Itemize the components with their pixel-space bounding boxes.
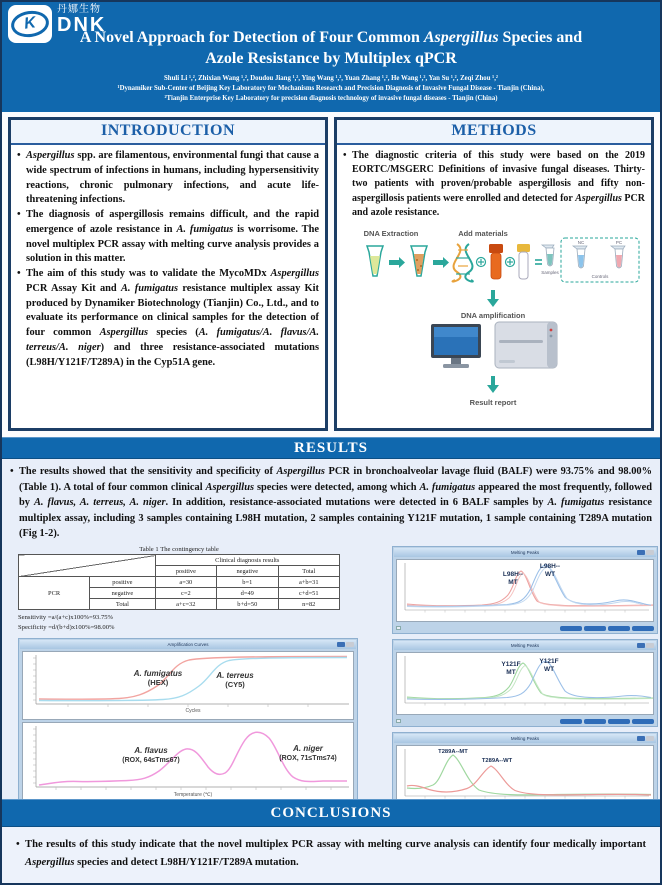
dna-helix-icon [452, 244, 472, 282]
table-header-total: Total [278, 566, 339, 577]
table-cell: c+d=51 [278, 588, 339, 599]
conclusions-section [2, 827, 660, 883]
arrow-icon [433, 257, 449, 268]
arrow-icon [389, 257, 405, 268]
results-right-column [370, 546, 658, 835]
header [2, 2, 660, 112]
computer-monitor-icon [431, 324, 481, 368]
fig2-window-title: Melting Peaks [510, 736, 540, 742]
logo-dnk-text: DNK [57, 14, 107, 36]
methods-section [334, 117, 654, 431]
window-button-icon [646, 736, 654, 741]
dnk-logo [8, 5, 106, 43]
table-header-negative: negative [217, 566, 278, 577]
toolbar-button [584, 719, 606, 724]
pc-tube-icon [611, 246, 625, 268]
y121f-mt-label-line2: MT [506, 669, 516, 677]
t289a-mt-curve [407, 755, 651, 795]
y121f-mt-label-line1: Y121F [501, 661, 521, 669]
introduction-bullet-2: • The diagnosis of aspergillosis remains difficult, and the rapid emergence of azole resistance in A. fumigatus is worrisome. The novel multiplex PCR assay with melting curve analysis provides a solution in this matter. [17, 208, 319, 267]
title-line2: Azole Resistance by Multiplex qPCR [205, 49, 457, 67]
introduction-bullet-1: • Aspergillus spp. are filamentous, environmental fungi that cause a wide spectrum of infections in humans, including hypersensitivity reactions, chronic pulmonary infections, and acute life-threatening infections. [17, 149, 319, 208]
controls-box [561, 238, 639, 282]
results-paragraph: • The results showed that the sensitivity and specificity of Aspergillus PCR in bronchoalveolar lavage fluid (BALF) were 93.75% and 98.00% (Table 1). A total of four common clinical Aspergillus species were detected, among which A. fumigatus appeared the most frequently, followed by A. flavus, A. terreus, A. niger. In addition, resistance-associated mutations were detected in 6 BALF samples by A. fumigatus resistance multiplex assay, including 3 samples containing L98H mutation, 2 samples containing Y121F mutation, 1 sample containing T289A mutation (Fig 1-2). [10, 464, 652, 542]
window-button-icon [337, 642, 345, 647]
table-row-label: positive [90, 577, 155, 588]
title-line1: A Novel Approach for Detection of Four Common Aspergillus Species and [79, 29, 583, 46]
y121f-wt-label-line2: WT [543, 666, 555, 674]
workflow-label-dna-amplification: DNA amplification [460, 310, 526, 320]
flavus-dye-label: (ROX, 64≤Tm≤67) [122, 756, 180, 764]
table-cell: n=82 [278, 599, 339, 610]
affiliation-2: ²Tianjin Enterprise Key Laboratory for precision diagnosis technology of invasive fungal diseases - Tianjin (China) [164, 94, 498, 102]
conclusions-bullet: • The results of this study indicate that the novel multiplex PCR assay with melting curve analysis can identify four medically important Aspergillus species and detect L98H/Y121F/T289A mutation. [16, 836, 646, 872]
workflow-label-nc: NC [577, 239, 585, 245]
introduction-heading: INTRODUCTION [11, 120, 325, 145]
terreus-dye-label: (CY5) [225, 679, 245, 689]
table-row-label: negative [90, 588, 155, 599]
table-cell: b+d=50 [217, 599, 278, 610]
toolbar-button [608, 626, 630, 631]
t289a-mt-label: T289A--MT [438, 749, 468, 756]
x-axis-ticks [68, 704, 308, 707]
plus-icon [506, 257, 515, 266]
y-axis-ticks [33, 658, 36, 700]
l98h-wt-label-line1: L98H-- [539, 563, 561, 571]
samples-tube-icon [542, 245, 554, 266]
introduction-section [8, 117, 328, 431]
fumigatus-dye-label: (HEX) [147, 677, 169, 687]
y121f-mt-curve-replicate [407, 666, 653, 700]
qpcr-machine-icon [495, 322, 557, 368]
fig2-window-title: Melting Peaks [510, 643, 540, 649]
fig1-amplification-plot [22, 651, 354, 720]
l98h-wt-curve-replicate [407, 567, 643, 607]
down-arrow-icon [487, 290, 499, 307]
results-left-column [10, 546, 370, 835]
table-cell: d=49 [217, 588, 278, 599]
terreus-label: A. terreus [216, 670, 254, 680]
methods-bullet: • The diagnostic criteria of this study were based on the 2019 EORTC/MSGERC Definitions of invasive fungal diseases. Thirty-two patients with proven/probable aspergillosis and fifty non-aspergillosis patients were enrolled and detected for Aspergillus PCR and azole resistance. [343, 149, 645, 220]
fig2-window-l98h [392, 546, 658, 634]
y121f-wt-curve [407, 661, 651, 699]
toolbar-button [632, 626, 654, 631]
affiliation-1: ¹Dynamiker Sub-Center of Beijing Key Laboratory for Mechanisms Research and Precision Diagnosis of Invasive Fungal Disease - Tianjin (China), [117, 84, 545, 92]
workflow-label-result-report: Result report [469, 397, 517, 407]
table-diagonal-cell [19, 555, 156, 577]
table-row-label: Total [90, 599, 155, 610]
conclusions-heading: CONCLUSIONS [2, 799, 660, 827]
fig1-melt-plot [22, 722, 354, 805]
specificity-note: Specificity =d/(b+d)x100%=98.00% [18, 623, 115, 631]
y121f-melting-plot [396, 652, 654, 715]
table-cell: c=2 [155, 588, 216, 599]
workflow-label-samples: Samples [541, 269, 559, 275]
window-button-icon [646, 550, 654, 555]
table-title: Table 1 The contingency table [139, 546, 219, 554]
cycles-axis-label: Cycles [185, 707, 201, 714]
results-heading: RESULTS [2, 437, 660, 459]
fig1-window-title: Amplification Curves [167, 641, 209, 647]
introduction-bullet-3: • The aim of this study was to validate the MycoMDx Aspergillus PCR Assay Kit and A. fumigatus resistance multiplex assay Kit produced by Dynamiker Biotechnology (Tianjin) Co., Ltd., and to evaluate its performance on clinical samples for the detection of four common Aspergillus species (A. fumigatus/A. flavus/A. terreus/A. niger) and three resistance-associated mutations (L98H/Y121F/T289A) in the Cyp51A gene. [17, 267, 319, 370]
x-axis-ticks [425, 703, 625, 706]
table-cell: a=30 [155, 577, 216, 588]
sample-tube-icon [367, 246, 383, 276]
toolbar-button [632, 719, 654, 724]
plus-icon [477, 257, 486, 266]
workflow-label-dna-extraction: DNA Extraction [363, 228, 419, 238]
fig1-window [18, 638, 358, 809]
checkbox-icon [396, 719, 401, 723]
y121f-wt-label-line1: Y121F [539, 658, 559, 666]
top-columns [2, 112, 660, 437]
table-col-group: Clinical diagnosis results [155, 555, 339, 566]
toolbar-button [560, 719, 582, 724]
equals-icon [535, 260, 542, 264]
enzyme-tube-icon [517, 244, 530, 279]
table-cell: a+c=32 [155, 599, 216, 610]
toolbar-button [584, 626, 606, 631]
sensitivity-note: Sensitivity =a/(a+c)x100%=93.75% [18, 614, 114, 622]
window-button-icon [637, 550, 645, 555]
toolbar-button [560, 626, 582, 631]
fig2-window-y121f [392, 639, 658, 727]
table-header-positive: positive [155, 566, 216, 577]
dnk-logo-icon: K [9, 8, 50, 39]
niger-dye-label: (ROX, 71≤Tm≤74) [279, 754, 337, 762]
fumigatus-label: A. fumigatus [133, 668, 183, 678]
toolbar-button [608, 719, 630, 724]
workflow-diagram [343, 224, 645, 422]
x-axis-ticks [56, 787, 331, 790]
x-axis-ticks [425, 610, 625, 613]
window-button-icon [646, 643, 654, 648]
t289a-wt-label: T289A--WT [481, 758, 513, 765]
reagent-tube-icon [489, 244, 503, 279]
table-cell: b=1 [217, 577, 278, 588]
niger-label: A. niger [293, 743, 323, 753]
workflow-label-controls: Controls [591, 273, 609, 279]
fig2-window-title: Melting Peaks [510, 550, 540, 556]
table-row-group-pcr: PCR [19, 577, 90, 610]
y121f-mt-curve [407, 663, 653, 699]
window-button-icon [637, 643, 645, 648]
l98h-mt-label-line2: MT [508, 579, 518, 587]
nc-tube-icon [573, 246, 587, 268]
checkbox-icon [396, 626, 401, 630]
l98h-wt-label-line2: WT [544, 571, 556, 579]
l98h-melting-plot [396, 559, 654, 622]
results-section [2, 459, 660, 799]
dnk-logo-tile [8, 5, 52, 43]
methods-workflow-figure [343, 224, 645, 422]
fumigatus-curve [39, 656, 347, 699]
window-button-icon [637, 736, 645, 741]
lysed-sample-tube-icon [411, 246, 427, 276]
methods-heading: METHODS [337, 120, 651, 145]
workflow-label-add-materials: Add materials [458, 228, 508, 238]
contingency-table [18, 554, 340, 610]
terreus-curve [39, 657, 347, 700]
temperature-axis-label: Temperature (℃) [173, 791, 213, 798]
l98h-mt-label-line1: L98H-- [502, 571, 524, 579]
workflow-label-pc: PC [615, 239, 623, 245]
down-arrow-icon [487, 376, 499, 393]
table-cell: a+b=31 [278, 577, 339, 588]
window-button-icon [346, 642, 354, 647]
logo-chinese-text: 丹娜生物 [57, 4, 101, 15]
authors-line: Shuli Li ¹,², Zhixian Wang ¹,², Doudou Jiang ¹,², Ying Wang ¹,², Yuan Zhang ¹,², He Wang ¹,², Yan Su ¹,², Zeqi Zhou ¹,² [164, 74, 498, 82]
y-axis-ticks [33, 729, 36, 783]
flavus-label: A. flavus [134, 745, 168, 755]
